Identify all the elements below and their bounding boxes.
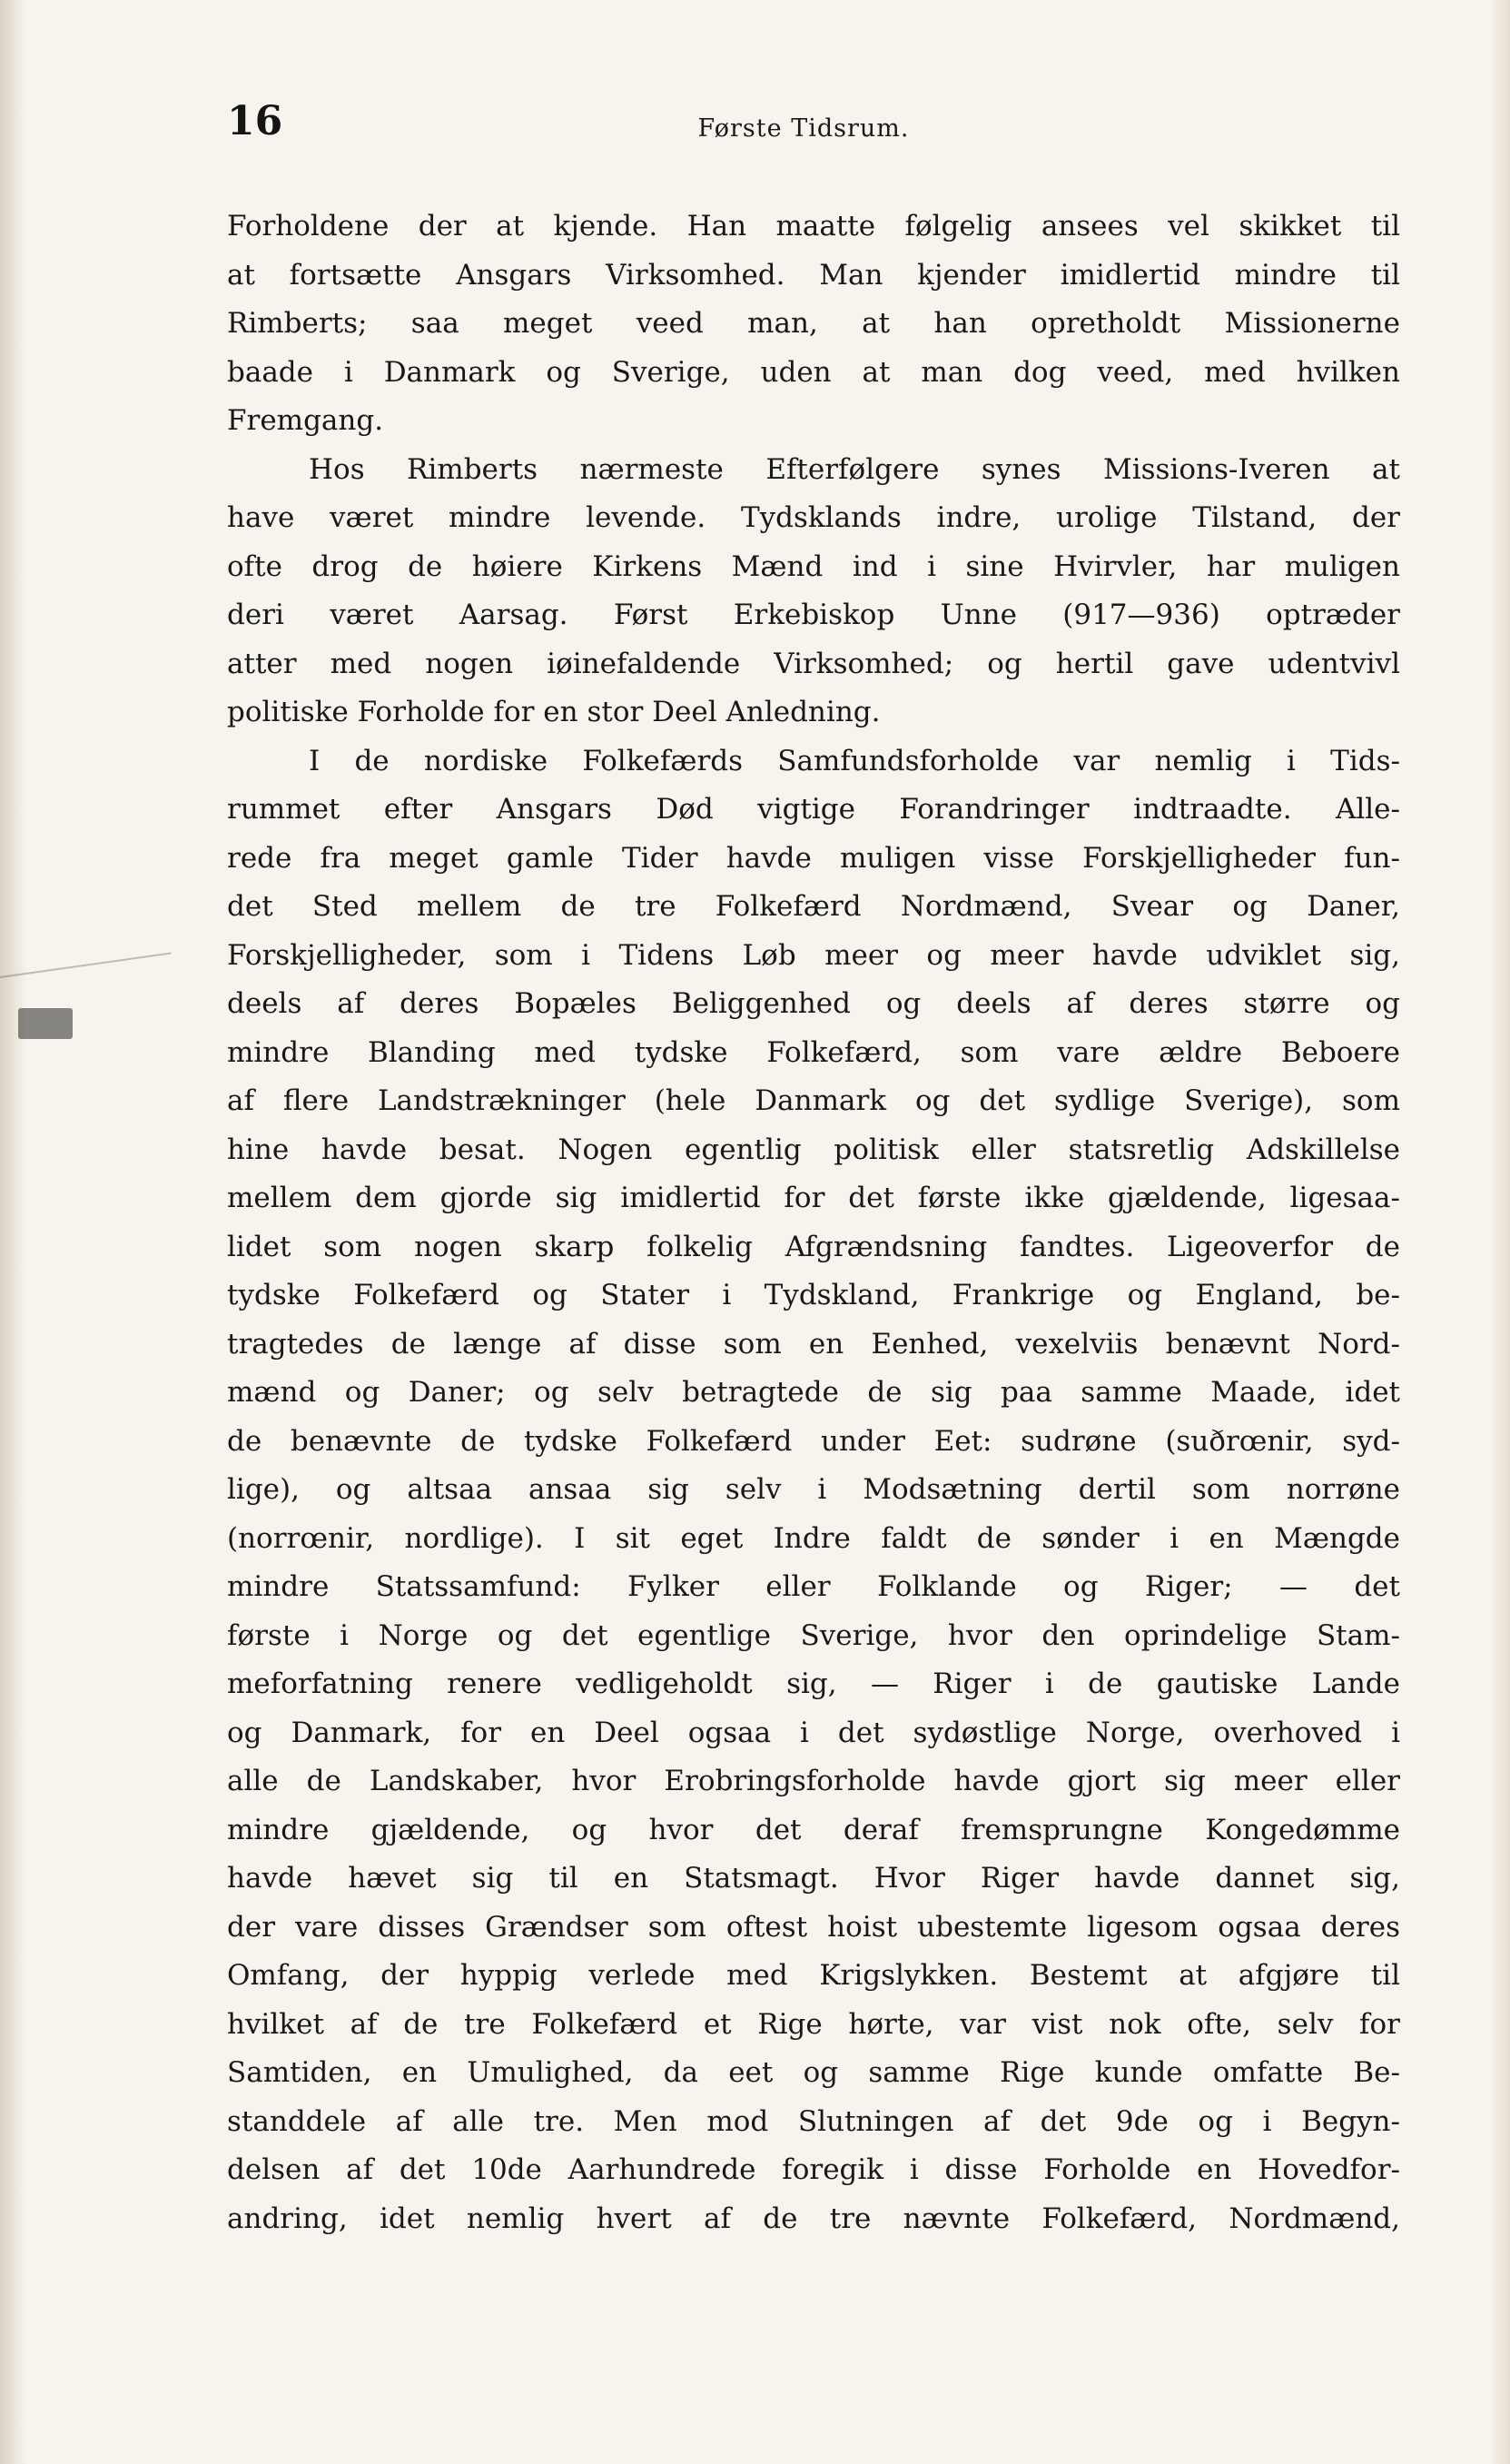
page-number: 16 — [227, 98, 283, 144]
text-line: der vare disses Grændser som oftest hoist ubestemte ligesom ogsaa deres — [227, 1910, 1400, 1944]
text-line: mindre Statssamfund: Fylker eller Folklande og Riger; — det — [227, 1570, 1400, 1603]
text-line: atter med nogen iøinefaldende Virksomhed; og hertil gave udentvivl — [227, 647, 1400, 680]
text-line: (norrœnir, nordlige). I sit eget Indre faldt de sønder i en Mængde — [227, 1521, 1400, 1555]
text-line: tydske Folkefærd og Stater i Tydskland, Frankrige og England, be- — [227, 1279, 1400, 1311]
text-line: deels af deres Bopæles Beliggenhed og deels af deres større og — [227, 987, 1400, 1020]
text-line: I de nordiske Folkefærds Samfundsforholde var nemlig i Tids- — [309, 744, 1400, 777]
text-line: de benævnte de tydske Folkefærd under Eet: sudrøne (suðrœnir, syd- — [227, 1424, 1400, 1458]
text-line: mellem dem gjorde sig imidlertid for det første ikke gjældende, ligesaa- — [227, 1182, 1400, 1214]
text-line: mindre gjældende, og hvor det deraf fremsprungne Kongedømme — [227, 1813, 1400, 1846]
text-line: det Sted mellem de tre Folkefærd Nordmænd, Svear og Daner, — [227, 890, 1400, 923]
body-text — [227, 203, 1400, 2243]
text-line: rede fra meget gamle Tider havde muligen visse Forskjelligheder fun- — [227, 841, 1400, 875]
text-line: andring, idet nemlig hvert af de tre nævnte Folkefærd, Nordmænd, — [227, 2202, 1400, 2235]
text-line: havde hævet sig til en Statsmagt. Hvor Riger havde dannet sig, — [227, 1862, 1400, 1895]
text-line: alle de Landskaber, hvor Erobringsforholde havde gjort sig meer eller — [227, 1765, 1400, 1797]
text-line: standdele af alle tre. Men mod Slutningen af det 9de og i Begyn- — [227, 2104, 1400, 2138]
text-line: og Danmark, for en Deel ogsaa i det sydøstlige Norge, overhoved i — [227, 1716, 1400, 1749]
text-line: af flere Landstrækninger (hele Danmark og det sydlige Sverige), som — [227, 1084, 1400, 1117]
text-line: lidet som nogen skarp folkelig Afgrændsning fandtes. Ligeoverfor de — [227, 1230, 1400, 1263]
text-line: mindre Blanding med tydske Folkefærd, som vare ældre Beboere — [227, 1035, 1400, 1069]
text-line: deri været Aarsag. Først Erkebiskop Unne (917—936) optræder — [227, 599, 1400, 631]
text-line: Rimberts; saa meget veed man, at han opretholdt Missionerne — [227, 307, 1400, 340]
text-line: meforfatning renere vedligeholdt sig, — Riger i de gautiske Lande — [227, 1667, 1400, 1700]
text-line: Omfang, der hyppig verlede med Krigslykken. Bestemt at afgjøre til — [227, 1959, 1400, 1992]
text-line: delsen af det 10de Aarhundrede foregik i disse Forholde en Hovedfor- — [227, 2153, 1400, 2186]
text-line: ofte drog de høiere Kirkens Mænd ind i sine Hvirvler, har muligen — [227, 549, 1400, 583]
text-line: baade i Danmark og Sverige, uden at man dog veed, med hvilken — [227, 355, 1400, 389]
paper-tear-mark — [18, 1008, 73, 1039]
text-line: Fremgang. — [227, 404, 384, 437]
text-line: tragtedes de længe af disse som en Eenhed, vexelviis benævnt Nord- — [227, 1327, 1400, 1361]
text-line: mænd og Daner; og selv betragtede de sig paa samme Maade, idet — [227, 1376, 1400, 1409]
text-line: Forskjelligheder, som i Tidens Løb meer og meer havde udviklet sig, — [227, 938, 1400, 972]
text-line: at fortsætte Ansgars Virksomhed. Man kjender imidlertid mindre til — [227, 258, 1400, 292]
text-line: Forholdene der at kjende. Han maatte følgelig ansees vel skikket til — [227, 210, 1400, 242]
text-line: have været mindre levende. Tydsklands indre, urolige Tilstand, der — [227, 501, 1400, 534]
text-line: lige), og altsaa ansaa sig selv i Modsætning dertil som norrøne — [227, 1473, 1400, 1506]
running-head: Første Tidsrum. — [697, 114, 910, 143]
text-line: rummet efter Ansgars Død vigtige Forandringer indtraadte. Alle- — [227, 793, 1400, 826]
text-line: Samtiden, en Umulighed, da eet og samme Rige kunde omfatte Be- — [227, 2056, 1400, 2089]
page-header — [227, 98, 1380, 153]
text-line: Hos Rimberts nærmeste Efterfølgere synes Missions-Iveren at — [309, 452, 1400, 486]
text-line: hvilket af de tre Folkefærd et Rige hørte, var vist nok ofte, selv for — [227, 2007, 1400, 2041]
text-line: hine havde besat. Nogen egentlig politisk eller statsretlig Adskillelse — [227, 1133, 1400, 1166]
text-line: politiske Forholde for en stor Deel Anledning. — [227, 696, 881, 728]
text-line: første i Norge og det egentlige Sverige, hvor den oprindelige Stam- — [227, 1618, 1400, 1652]
